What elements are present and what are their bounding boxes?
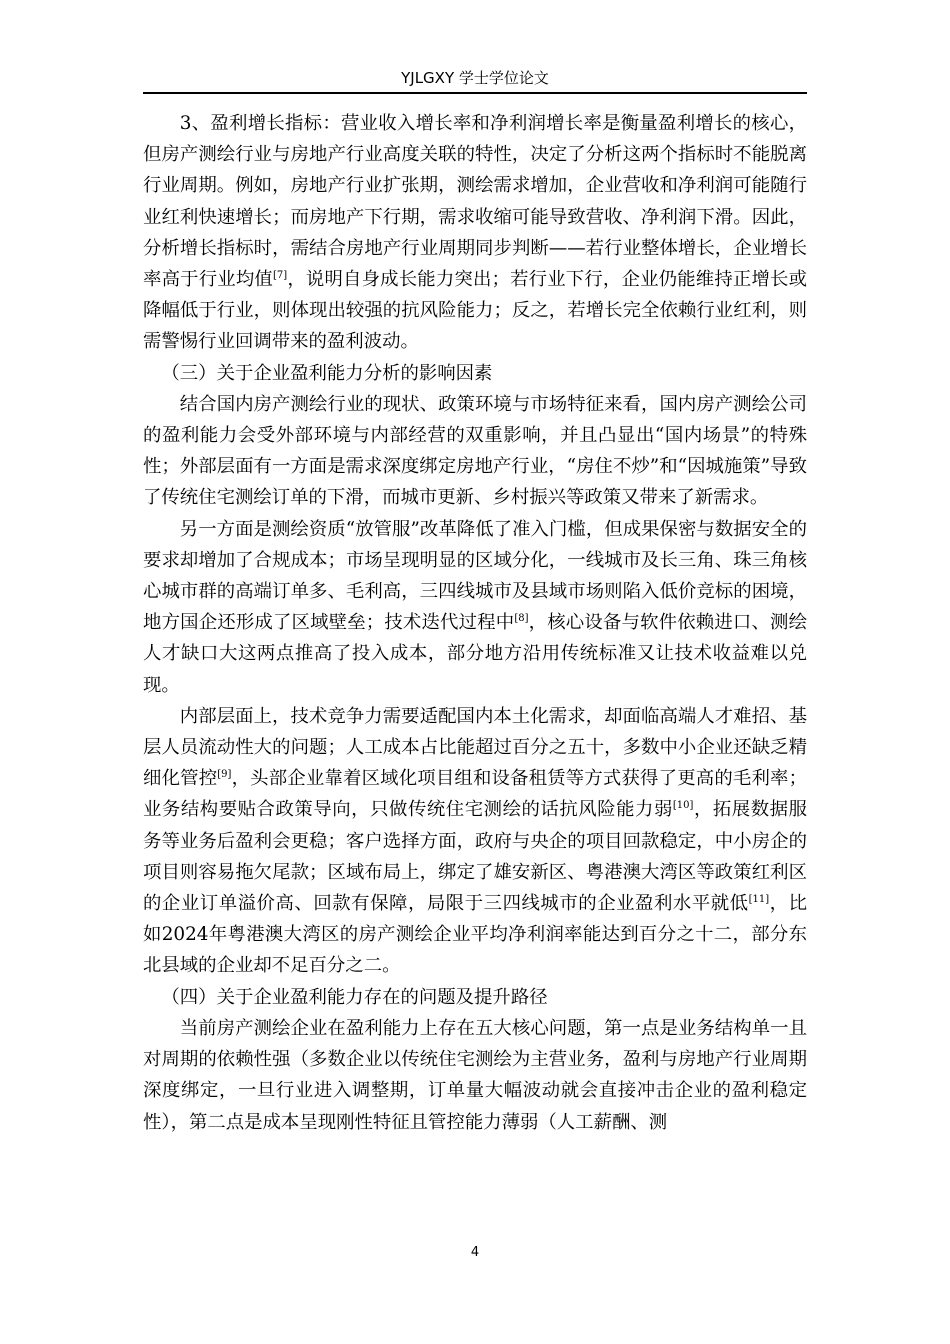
citation-ref-7[interactable]: [7] [272, 269, 288, 281]
citation-ref-8[interactable]: [8] [514, 613, 529, 625]
citation-ref-10[interactable]: [10] [672, 800, 694, 812]
page-body [143, 108, 807, 1138]
running-header [143, 64, 807, 94]
section-heading-4: （四）关于企业盈利能力存在的问题及提升路径 [161, 986, 548, 1008]
header-title: YJLGXY 学士学位论文 [401, 69, 549, 87]
paragraph-external-factors: 结合国内房产测绘行业的现状、政策环境与市场特征来看，国内房产测绘公司的盈利能力会受外部环境与内部经营的双重影响，并且凸显出“国内场景”的特殊性；外部层面有一方面是需求深度绑定房地产行业，“房住不炒”和“因城施策”导致了传统住宅测绘订单的下滑，而城市更新、乡村振兴等政策又带来了新需求。 [143, 393, 807, 509]
paragraph-core-problems: 当前房产测绘企业在盈利能力上存在五大核心问题，第一点是业务结构单一且对周期的依赖性强（多数企业以传统住宅测绘为主营业务，盈利与房地产行业周期深度绑定，一旦行业进入调整期，订单量大幅波动就会直接冲击企业的盈利稳定性），第二点是成本呈现刚性特征且管控能力薄弱（人工薪酬、测 [143, 1017, 807, 1133]
section-heading-3: （三）关于企业盈利能力分析的影响因素 [161, 362, 493, 384]
paragraph-internal-factors: 内部层面上，技术竞争力需要适配国内本土化需求，却面临高端人才难招、基层人员流动性大的问题；人工成本占比能超过百分之五十，多数中小企业还缺乏精细化管控[9]，头部企业靠着区域化项目组和设备租赁等方式获得了更高的毛利率；业务结构要贴合政策导向，只做传统住宅测绘的话抗风险能力弱[10]，拓展数据服务等业务后盈利会更稳；客户选择方面，政府与央企的项目回款稳定，中小房企的项目则容易拖欠尾款；区域布局上，绑定了雄安新区、粤港澳大湾区等政策红利区的企业订单溢价高、回款有保障，局限于三四线城市的企业盈利水平就低[11]，比如2024年粤港澳大湾区的房产测绘企业平均净利润率能达到百分之十二，部分东北县域的企业却不足百分之二。 [143, 705, 807, 977]
citation-ref-11[interactable]: [11] [748, 893, 770, 905]
page-number: 4 [470, 1245, 480, 1260]
paragraph-profit-growth-indicators: 3、盈利增长指标：营业收入增长率和净利润增长率是衡量盈利增长的核心，但房产测绘行业与房地产行业高度关联的特性，决定了分析这两个指标时不能脱离行业周期。例如，房地产行业扩张期，测绘需求增加，企业营收和净利润可能随行业红利快速增长；而房地产下行期，需求收缩可能导致营收、净利润下滑。因此，分析增长指标时，需结合房地产行业周期同步判断——若行业整体增长，企业增长率高于行业均值[7]，说明自身成长能力突出；若行业下行，企业仍能维持正增长或降幅低于行业，则体现出较强的抗风险能力；反之，若增长完全依赖行业红利，则需警惕行业回调带来的盈利波动。 [143, 113, 807, 353]
paragraph-other-factors: 另一方面是测绘资质“放管服”改革降低了准入门槛，但成果保密与数据安全的要求却增加了合规成本；市场呈现明显的区域分化，一线城市及长三角、珠三角核心城市群的高端订单多、毛利高，三四线城市及县域市场则陷入低价竞标的困境，地方国企还形成了区域壁垒；技术迭代过程中[8]，核心设备与软件依赖进口、测绘人才缺口大这两点推高了投入成本，部分地方沿用传统标准又让技术收益难以兑现。 [143, 518, 807, 696]
citation-ref-9[interactable]: [9] [217, 769, 232, 781]
